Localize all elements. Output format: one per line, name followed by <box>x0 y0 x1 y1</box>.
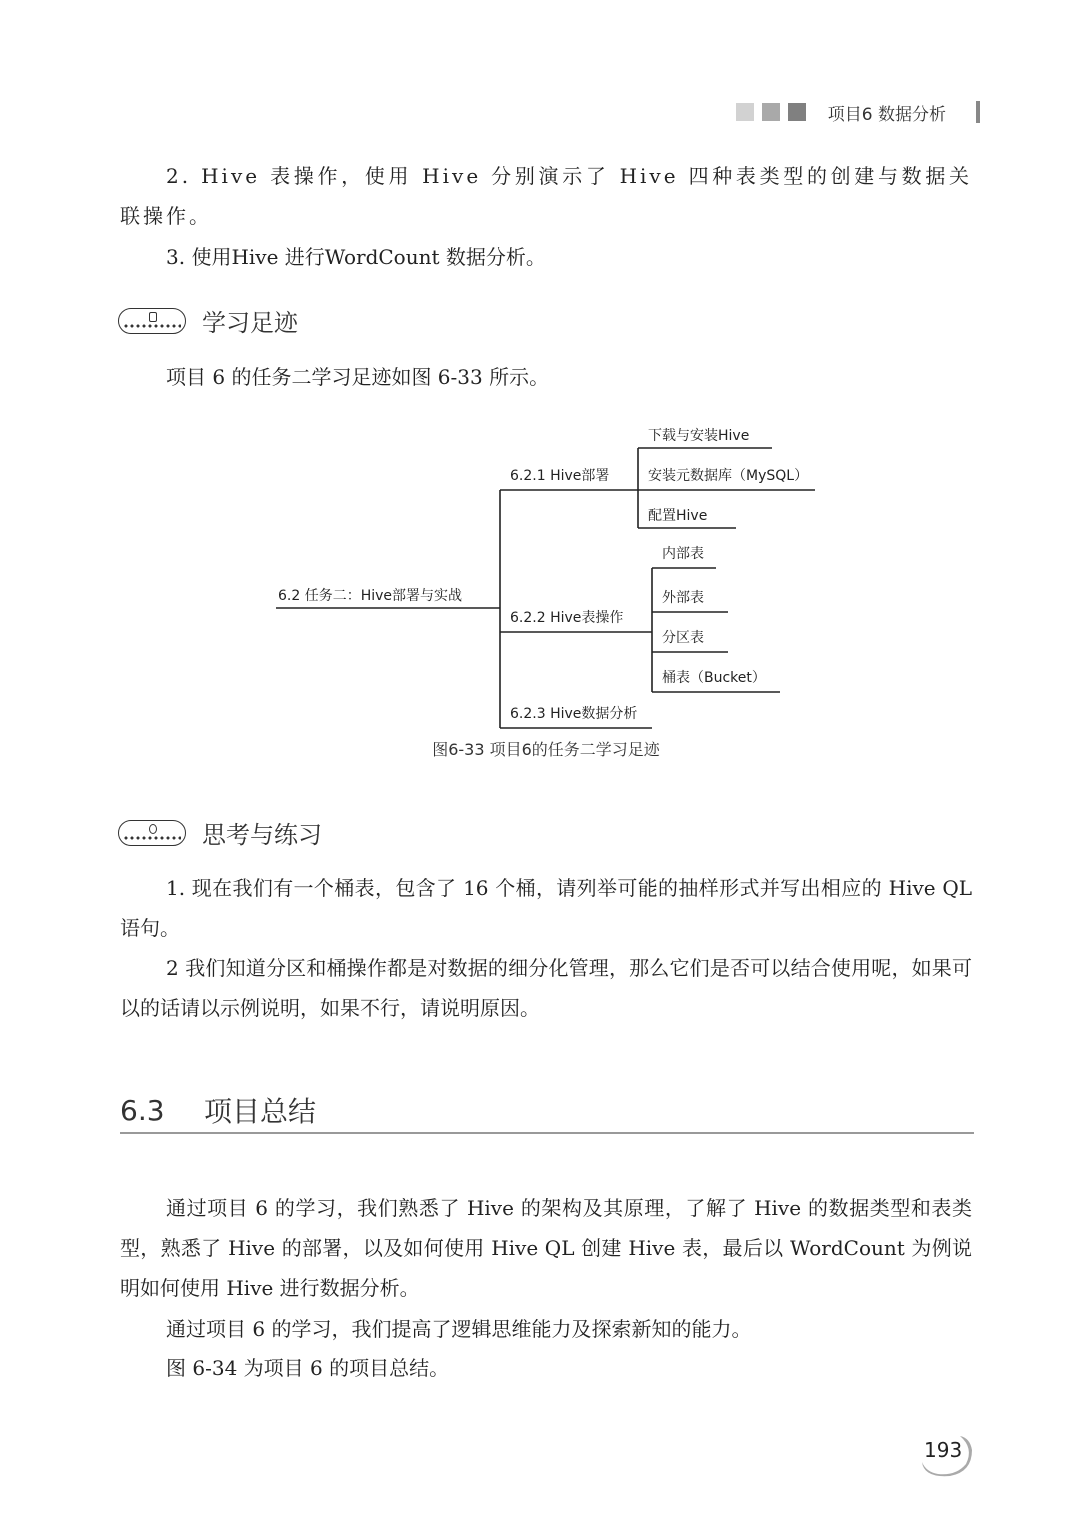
practice-heading-title: 思考与练习 <box>202 821 322 849</box>
section-heading <box>120 1088 974 1134</box>
mind-map-leaf: 安装元数据库（MySQL） <box>648 468 809 484</box>
header-square-medium <box>762 103 780 121</box>
practice-heading <box>118 815 322 850</box>
mind-map-branch-3: 6.2.3 Hive数据分析 <box>510 706 638 722</box>
practice-badge-icon <box>118 820 186 846</box>
mind-map-leaf: 桶表（Bucket） <box>662 670 766 686</box>
mind-map-leaf: 分区表 <box>662 630 704 646</box>
summary-paragraph-2: 通过项目 6 的学习，我们提高了逻辑思维能力及探索新知的能力。 <box>166 1317 752 1341</box>
running-header <box>736 98 980 126</box>
learning-text: 项目 6 的任务二学习足迹如图 6-33 所示。 <box>166 365 550 389</box>
header-bar <box>976 101 980 123</box>
section-number: 6.3 <box>120 1093 165 1127</box>
mind-map-leaf: 下载与安装Hive <box>648 428 750 444</box>
footprint-badge-icon <box>118 308 186 334</box>
figure-caption: 图6-33 项目6的任务二学习足迹 <box>432 740 660 759</box>
practice-question-2: 2 我们知道分区和桶操作都是对数据的细分化管理，那么它们是否可以结合使用呢，如果可以的话请以示例说明，如果不行，请说明原因。 <box>120 956 972 1020</box>
practice-question-1: 1. 现在我们有一个桶表，包含了 16 个桶，请列举可能的抽样形式并写出相应的 Hive QL 语句。 <box>120 876 972 940</box>
intro-item-3: 3. 使用Hive 进行WordCount 数据分析。 <box>166 245 546 269</box>
mind-map-leaf: 内部表 <box>662 546 704 562</box>
page-number: 193 <box>924 1438 963 1462</box>
mind-map-branch-1: 6.2.1 Hive部署 <box>510 468 610 484</box>
learning-heading-title: 学习足迹 <box>202 309 298 337</box>
header-square-dark <box>788 103 806 121</box>
header-title: 项目6 数据分析 <box>827 104 946 125</box>
learning-heading <box>118 303 298 338</box>
section-title: 项目总结 <box>204 1095 317 1128</box>
mind-map-figure <box>270 418 830 734</box>
mind-map-root: 6.2 任务二：Hive部署与实战 <box>278 588 463 604</box>
page-number-badge <box>916 1432 976 1480</box>
mind-map-leaf: 配置Hive <box>648 508 708 524</box>
summary-paragraph-1: 通过项目 6 的学习，我们熟悉了 Hive 的架构及其原理，了解了 Hive 的数据类型和表类型，熟悉了 Hive 的部署，以及如何使用 Hive QL 创建 Hive 表，最后以 WordCount 为例说明如何使用 Hive 进行数据分析。 <box>120 1196 972 1300</box>
mind-map-branch-2: 6.2.2 Hive表操作 <box>510 610 624 626</box>
summary-paragraph-3: 图 6-34 为项目 6 的项目总结。 <box>166 1356 450 1380</box>
intro-item-2: 2. Hive 表操作，使用 Hive 分别演示了 Hive 四种表类型的创建与数据关联操作。 <box>120 164 972 228</box>
mind-map-leaf: 外部表 <box>662 590 704 606</box>
header-square-light <box>736 103 754 121</box>
